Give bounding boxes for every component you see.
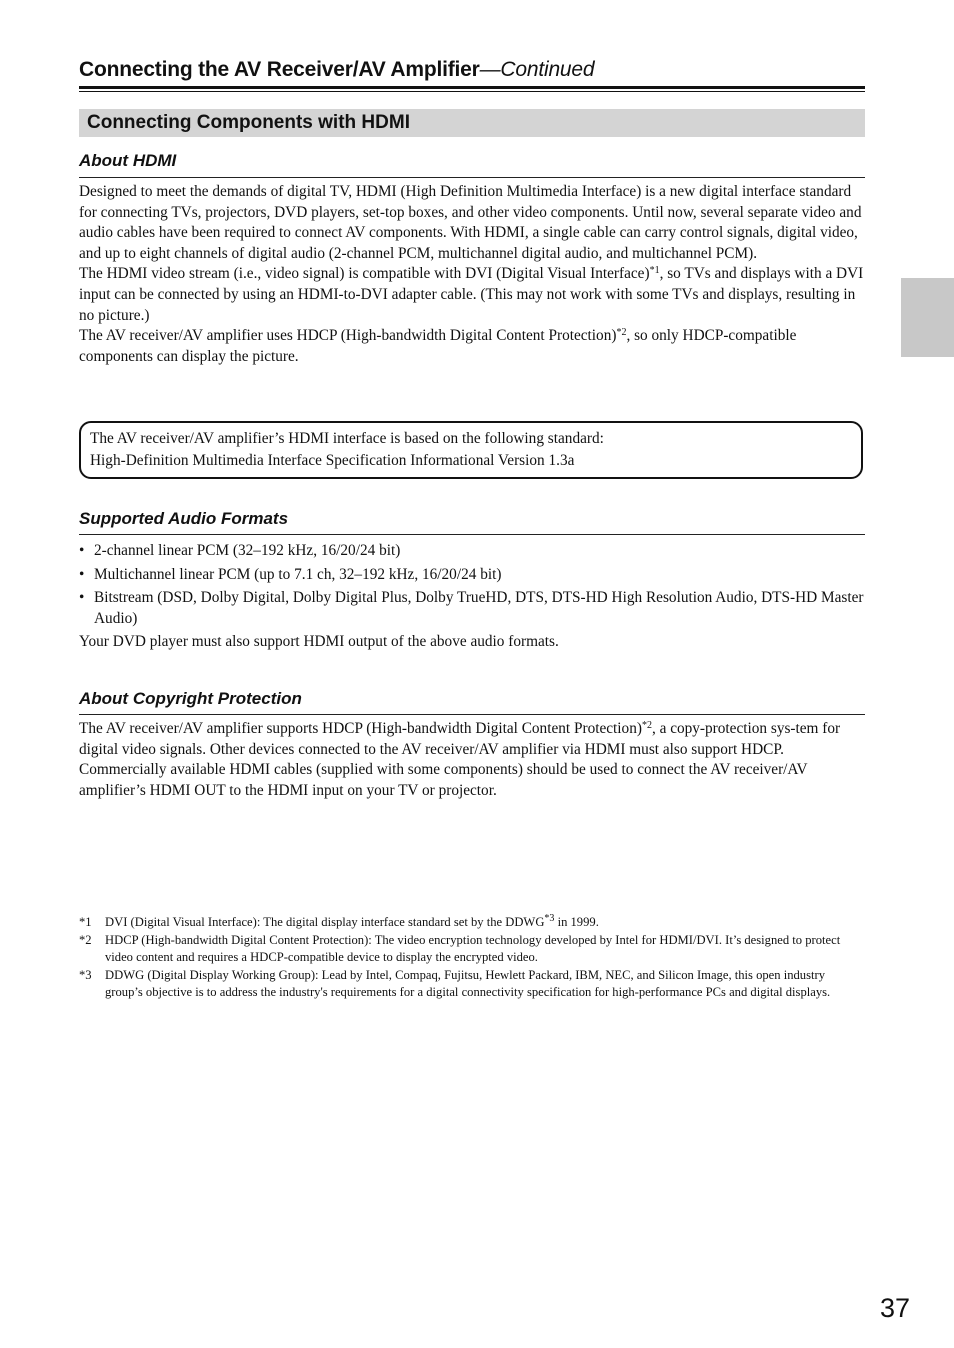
- bullet-icon: •: [79, 589, 85, 607]
- footnote-ref-2: *2: [616, 327, 627, 339]
- footnote-3: [79, 967, 865, 1002]
- about-hdmi-paragraph-2: [79, 264, 865, 326]
- footnote-ref-2: *2: [641, 720, 652, 731]
- copyright-paragraph-2: Commercially available HDMI cables (supplied with some components) should be used to connect the AV receiver/AV amplifier’s HDMI OUT to the HDMI input on your TV or projector.: [79, 761, 808, 799]
- section-bar: [79, 109, 865, 137]
- c1-text-a: The AV receiver/AV amplifier supports HDCP (High-bandwidth Digital Content Protection): [79, 720, 642, 737]
- header-rule: [79, 86, 865, 89]
- about-hdmi-paragraph-3: [79, 326, 865, 367]
- footnote-text: DVI (Digital Visual Interface): The digital display interface standard set by the DDWG: [105, 915, 545, 929]
- footnote-2: [79, 932, 865, 967]
- audio-formats-rule: [79, 534, 865, 535]
- footnotes: [79, 914, 865, 1002]
- page-title-text: Connecting the AV Receiver/AV Amplifier: [79, 58, 480, 81]
- about-hdmi-paragraph-1: Designed to meet the demands of digital TV, HDMI (High Definition Multimedia Interface) is a new digital interface standard for connecting TVs, projectors, DVD players, set-top boxes, and other video components. Until now, several separate video and audio cables have been required to connect AV components. With HDMI, a single cable can carry control signals, digital video, and up to eight channels of digital audio (2-channel PCM, multichannel digital audio, and multichannel PCM).: [79, 183, 862, 262]
- copyright-heading: About Copyright Protection: [79, 689, 302, 708]
- copyright-body: [79, 719, 865, 801]
- bullet-icon: •: [79, 542, 85, 559]
- list-item-text: Bitstream (DSD, Dolby Digital, Dolby Digital Plus, Dolby TrueHD, DTS, DTS-HD High Resolution Audio, DTS-HD Master Audio): [94, 589, 864, 627]
- side-thumb-tab: [901, 278, 954, 357]
- p3-text-b: , so only HDCP-compatible components can display the picture.: [79, 327, 797, 365]
- p2-text-a: The HDMI video stream (i.e., video signal) is compatible with DVI (Digital Visual Interface): [79, 265, 650, 283]
- list-item-text: 2-channel linear PCM (32–192 kHz, 16/20/24 bit): [94, 542, 401, 559]
- audio-formats-note: Your DVD player must also support HDMI output of the above audio formats.: [79, 633, 559, 651]
- page-title-continued: —Continued: [479, 58, 595, 81]
- footnote-mark: *2: [79, 932, 92, 947]
- audio-formats-heading: Supported Audio Formats: [79, 509, 289, 528]
- standard-line-1: The AV receiver/AV amplifier’s HDMI interface is based on the following standard:: [90, 430, 604, 447]
- list-item-text: Multichannel linear PCM (up to 7.1 ch, 32–192 kHz, 16/20/24 bit): [94, 565, 502, 583]
- about-hdmi-body: [79, 182, 865, 367]
- about-hdmi-rule: [79, 177, 865, 178]
- footnote-mark: *1: [79, 915, 92, 929]
- p3-text-a: The AV receiver/AV amplifier uses HDCP (High-bandwidth Digital Content Protection): [79, 327, 617, 345]
- copyright-rule: [79, 714, 865, 715]
- about-hdmi-heading: About HDMI: [79, 151, 177, 170]
- page-number: 37: [879, 1293, 910, 1323]
- footnote-ref-1: *1: [649, 265, 660, 277]
- footnote-ref-3: *3: [544, 913, 555, 924]
- section-title: Connecting Components with HDMI: [87, 112, 410, 133]
- page-header: [79, 57, 865, 83]
- hdmi-standard-box: [79, 421, 863, 479]
- footnote-text: DDWG (Digital Display Working Group): Lead by Intel, Compaq, Fujitsu, Hewlett Packard, IBM, NEC, and Silicon Image, this open industry group’s objective is to address the industry's requirements for a digital connectivity specification for high-performance PCs and digital displays.: [105, 967, 831, 999]
- footnote-text-end: in 1999.: [554, 915, 599, 929]
- footnote-text: HDCP (High-bandwidth Digital Content Protection): The video encryption technology developed by Intel for HDMI/DVI. It’s designed to protect video content and requires a HDCP-compatible device to display the encrypted video.: [105, 932, 841, 964]
- audio-formats-list: [79, 541, 865, 653]
- bullet-icon: •: [79, 565, 85, 583]
- standard-line-2: High-Definition Multimedia Interface Specification Informational Version 1.3a: [90, 452, 575, 469]
- header-rule-thin: [79, 91, 865, 92]
- p2-text-b: , so TVs and displays with a DVI input can be connected by using an HDMI-to-DVI adapter cable. (This may not work with some TVs and displays, resulting in no picture.): [79, 265, 864, 324]
- list-item: [79, 588, 865, 629]
- footnote-1: [79, 914, 865, 932]
- list-item: [79, 541, 865, 562]
- footnote-mark: *3: [79, 967, 92, 982]
- list-item: [79, 565, 865, 586]
- c1-text-b: , a copy-protection sys-tem for digital video signals. Other devices connected to the AV receiver/AV amplifier via HDMI must also support HDCP.: [79, 720, 841, 758]
- copyright-paragraph-1: [79, 719, 865, 760]
- page-title: [79, 57, 865, 83]
